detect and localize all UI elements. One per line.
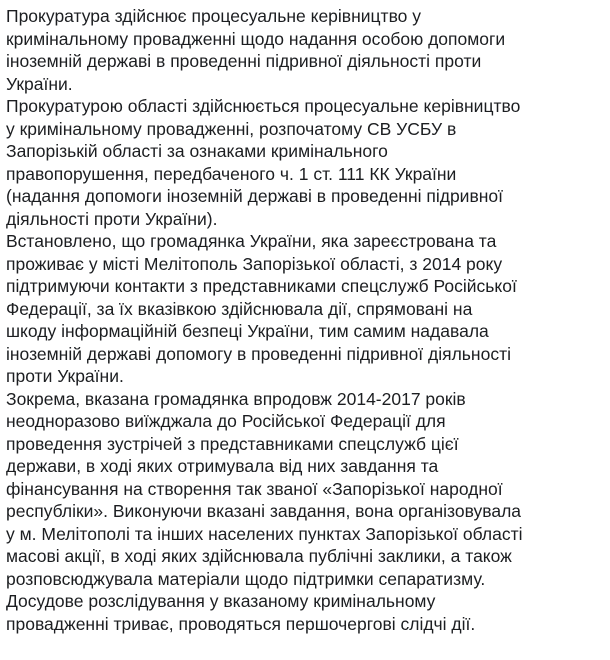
text-line: Зокрема, вказана громадянка впродовж 2014-2017 років (6, 388, 466, 409)
text-line: іноземній державі в проведенні підривної діяльності проти (6, 51, 482, 71)
text-line: України. (6, 73, 73, 94)
text-line: Прокуратурою області здійснюється процесуальне керівництво (6, 96, 521, 116)
text-line: масові акції, в ході яких здійснювала публічні заклики, а також (6, 546, 512, 566)
text-line: у кримінальному провадженні, розпочатому СВ УСБУ в (6, 118, 457, 139)
text-line: Запорізькій області за ознаками кримінального (6, 141, 388, 161)
text-line: республіки». Виконуючи вказані завдання, вона організовувала (6, 501, 522, 521)
text-line: у м. Мелітополі та інших населених пунктах Запорізької області (6, 523, 523, 544)
paragraph-3 (6, 388, 604, 591)
text-line: проживає у місті Мелітополь Запорізької області, з 2014 року (6, 253, 503, 274)
paragraph-2 (6, 230, 604, 388)
text-line: держави, в ході яких отримувала від них завдання та (6, 456, 439, 476)
text-line: шкоду інформаційній безпеці України, тим самим надавала (6, 321, 489, 341)
text-line: Федерації, за їх вказівкою здійснювала дії, спрямовані на (6, 298, 473, 319)
text-line: проти України. (6, 366, 124, 386)
text-line: правопорушення, передбаченого ч. 1 ст. 111 КК України (6, 163, 457, 184)
text-line: іноземній державі допомогу в проведенні підривної діяльності (6, 343, 511, 364)
text-line: (надання допомоги іноземній державі в проведенні підривної (6, 186, 504, 206)
paragraph-1 (6, 95, 604, 230)
text-line: Досудове розслідування у вказаному кримінальному (6, 591, 436, 611)
text-line: підтримуючи контакти з представниками спецслужб Російської (6, 276, 517, 296)
text-line: розповсюджувала матеріали щодо підтримки сепаратизму. (6, 568, 486, 589)
text-line: кримінальному провадженні щодо надання особою допомоги (6, 28, 506, 49)
article-title (6, 5, 604, 95)
paragraph-4 (6, 590, 604, 635)
text-line: проведення зустрічей з представниками спецслужб цієї (6, 433, 459, 454)
text-line: провадженні триває, проводяться першочергові слідчі дії. (6, 613, 476, 634)
text-line: фінансування на створення так званої «Запорізької народної (6, 478, 503, 499)
text-line: неодноразово виїжджала до Російської Федерації для (6, 411, 446, 431)
text-line: Прокуратура здійснює процесуальне керівництво у (6, 6, 422, 26)
text-line: Встановлено, що громадянка України, яка зареєстрована та (6, 231, 497, 251)
text-line: діяльності проти України). (6, 208, 218, 229)
